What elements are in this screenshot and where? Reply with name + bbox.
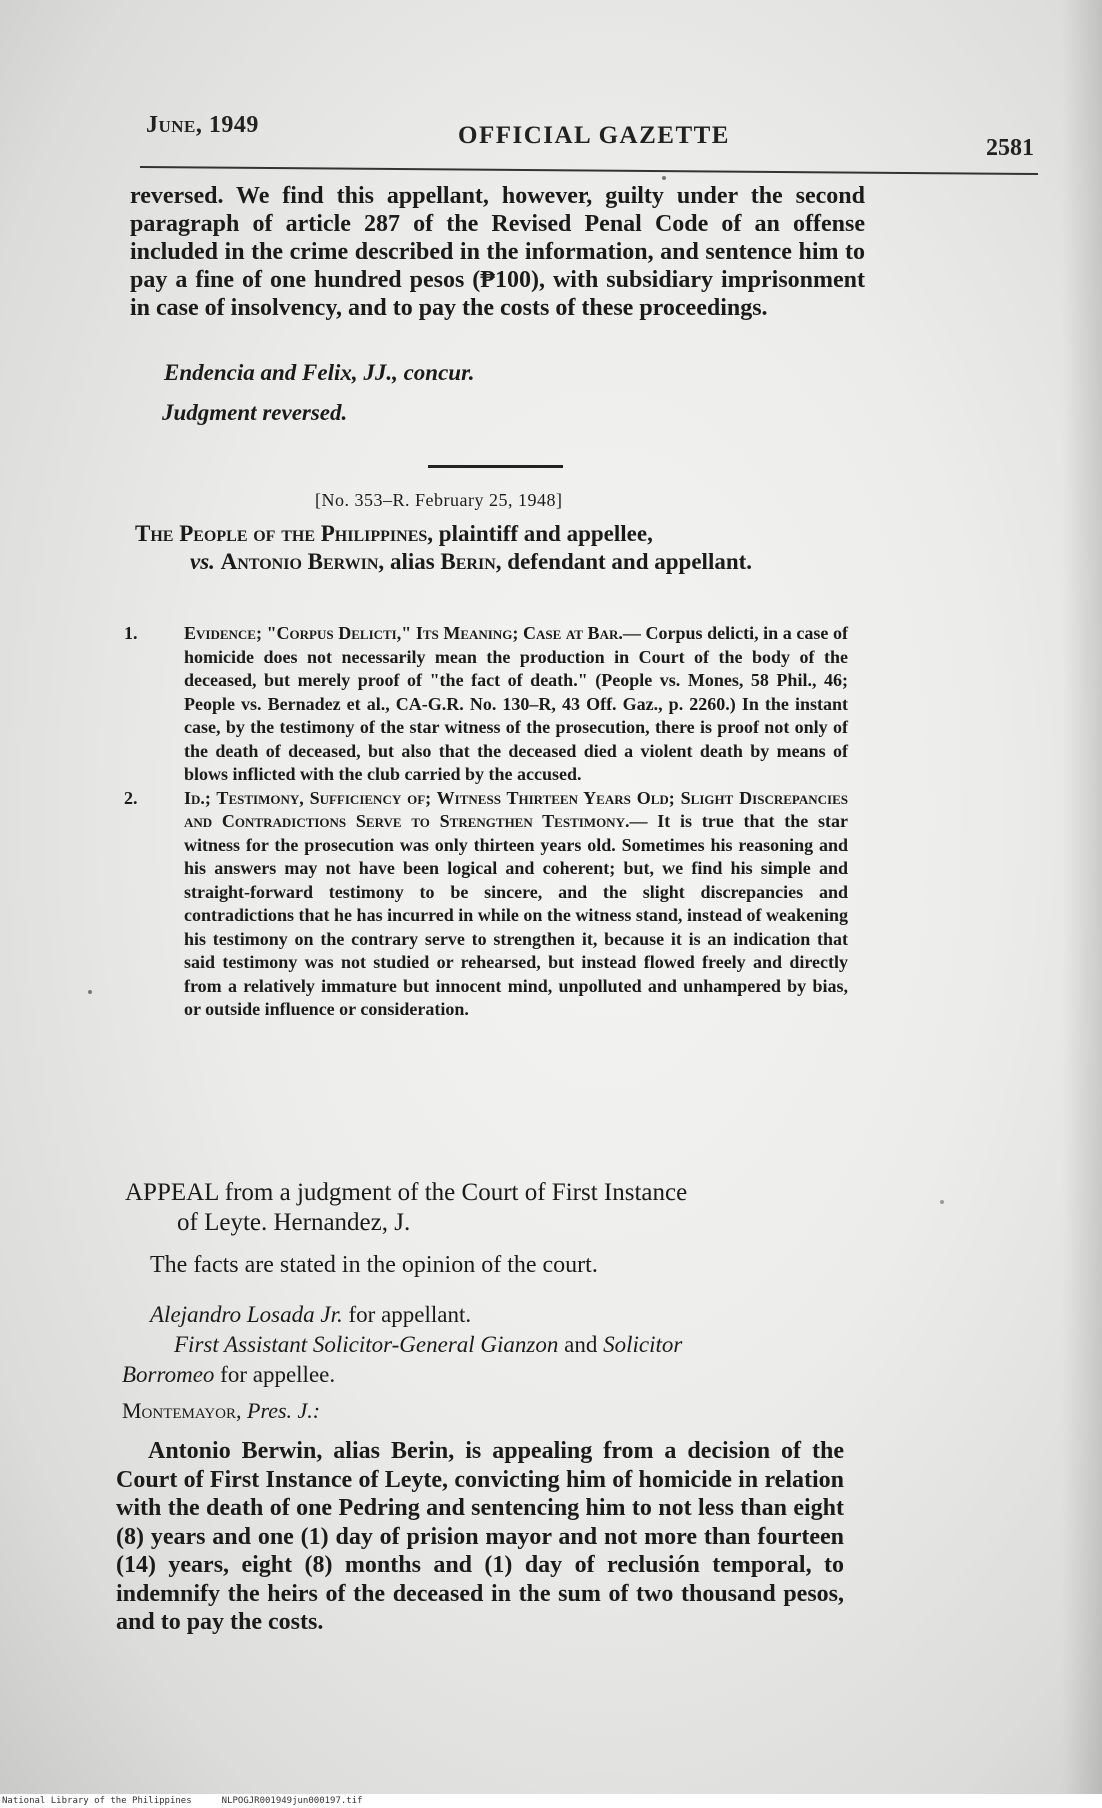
syllabus-text: Corpus delicti, in a case of homicide does not necessarily mean the production in Court of the body of the deceased, but merely proof of "the fact of death." (People vs. Mones, 58 Phil., 46; People vs. Bernadez et al., CA-G.R. No. 130–R, 43 Off. Gaz., p. 2260.) In the instant case, by the testimony of the star witness of the prosecution, there is proof not only of the death of deceased, but also that the deceased died a violent death by means of blows inflicted with the club carried by the accused.	[184, 623, 848, 784]
footer-filename: NLPOGJR001949jun000197.tif	[221, 1796, 363, 1806]
caption-defendant-alias: Berin,	[440, 549, 502, 574]
scan-speck	[88, 990, 92, 994]
header-title: OFFICIAL GAZETTE	[458, 122, 730, 149]
scan-edge-shadow	[1062, 0, 1102, 1808]
appeal-statement	[125, 1178, 845, 1238]
header-date: June, 1949	[146, 112, 259, 138]
scan-footer	[0, 1794, 1102, 1808]
scan-speck	[662, 176, 666, 180]
syllabus-item	[124, 622, 848, 787]
facts-statement: The facts are stated in the opinion of the court.	[150, 1252, 598, 1278]
section-divider	[428, 465, 563, 468]
caption-defendant-role: defendant and appellant.	[501, 549, 753, 574]
syllabus-text: It is true that the star witness for the prosecution was only thirteen years old. Sometimes his reasoning and his answers may not have been logical and coherent; but, we find his simple and straight-forward testimony to be sincere, and the slight discrepancies and contradictions that he has incurred in while on the witness stand, instead of weakening his testimony on the contrary serve to strengthen it, because it is an indication that said testimony was not studied or rehearsed, but instead flowed freely and directly from a relatively immature but innocent mind, unpolluted and unhampered by bias, or outside influence or consideration.	[184, 811, 848, 1019]
counsel-appellee-cont	[122, 1362, 335, 1387]
caption-defendant-line	[135, 548, 847, 576]
opinion-paragraph: Antonio Berwin, alias Berin, is appealing from a decision of the Court of First Instance of Leyte, convicting him of homicide in relation with the death of one Pedring and sentencing him to not less than eight (8) years and one (1) day of prision mayor and not more than fourteen (14) years, eight (8) months and (1) day of reclusión temporal, to indemnify the heirs of the deceased in the sum of two thousand pesos, and to pay the costs.	[116, 1438, 844, 1635]
judgment-line: Judgment reversed.	[162, 400, 348, 425]
counsel-appellee	[122, 1330, 882, 1360]
continuation-paragraph: reversed. We find this appellant, however, guilty under the second paragraph of article 287 of the Revised Penal Code of an offense included in the crime described in the information, and sentence him to pay a fine of one hundred pesos (₱100), with subsidiary imprisonment in case of insolvency, and to pay the costs of these proceedings.	[130, 183, 865, 321]
syllabus-heading: Evidence; "Corpus Delicti," Its Meaning; Case at Bar.—	[184, 623, 641, 643]
appellee-counsel-name-2: Solicitor	[603, 1332, 683, 1357]
ponente-title: Pres. J.:	[241, 1398, 321, 1423]
counsel-block	[122, 1300, 882, 1390]
case-caption	[135, 520, 847, 576]
appellant-counsel-name: Alejandro Losada Jr.	[150, 1302, 343, 1327]
caption-vs: vs.	[190, 549, 215, 574]
appeal-line-1: APPEAL from a judgment of the Court of First Instance	[125, 1179, 688, 1206]
ponente-name: Montemayor,	[122, 1398, 242, 1423]
caption-plaintiff: The People of the Philippines,	[135, 521, 434, 546]
syllabus-heading: Id.; Testimony, Sufficiency of; Witness Thirteen Years Old; Slight Discrepancies and Contradictions Serve to Strengthen Testimony.—	[184, 787, 848, 831]
scan-speck	[940, 1200, 944, 1204]
appeal-line-2: of Leyte. Hernandez, J.	[177, 1209, 411, 1236]
footer-source: National Library of the Philippines	[2, 1796, 192, 1806]
syllabus-number: 1.	[124, 623, 138, 643]
header-rule	[140, 166, 1038, 175]
caption-alias: alias	[384, 549, 441, 574]
caption-defendant: Antonio Berwin,	[220, 549, 385, 574]
ponente	[122, 1398, 320, 1424]
appellee-counsel-name-1: First Assistant Solicitor-General Gianzon	[174, 1332, 559, 1357]
appellee-counsel-and: and	[558, 1332, 604, 1357]
concur-line: Endencia and Felix, JJ., concur.	[164, 360, 475, 385]
counsel-appellant	[122, 1300, 882, 1330]
case-number: [No. 353–R. February 25, 1948]	[315, 490, 563, 510]
appellant-counsel-role: for appellant.	[342, 1302, 472, 1327]
appellee-counsel-role: for appellee.	[214, 1362, 336, 1387]
appellee-counsel-name-3: Borromeo	[122, 1362, 215, 1387]
syllabus-number: 2.	[124, 787, 138, 808]
header-page-number: 2581	[986, 135, 1034, 161]
syllabus-item	[124, 787, 848, 1022]
syllabus	[124, 622, 848, 1022]
caption-plaintiff-role: plaintiff and appellee,	[433, 521, 653, 546]
